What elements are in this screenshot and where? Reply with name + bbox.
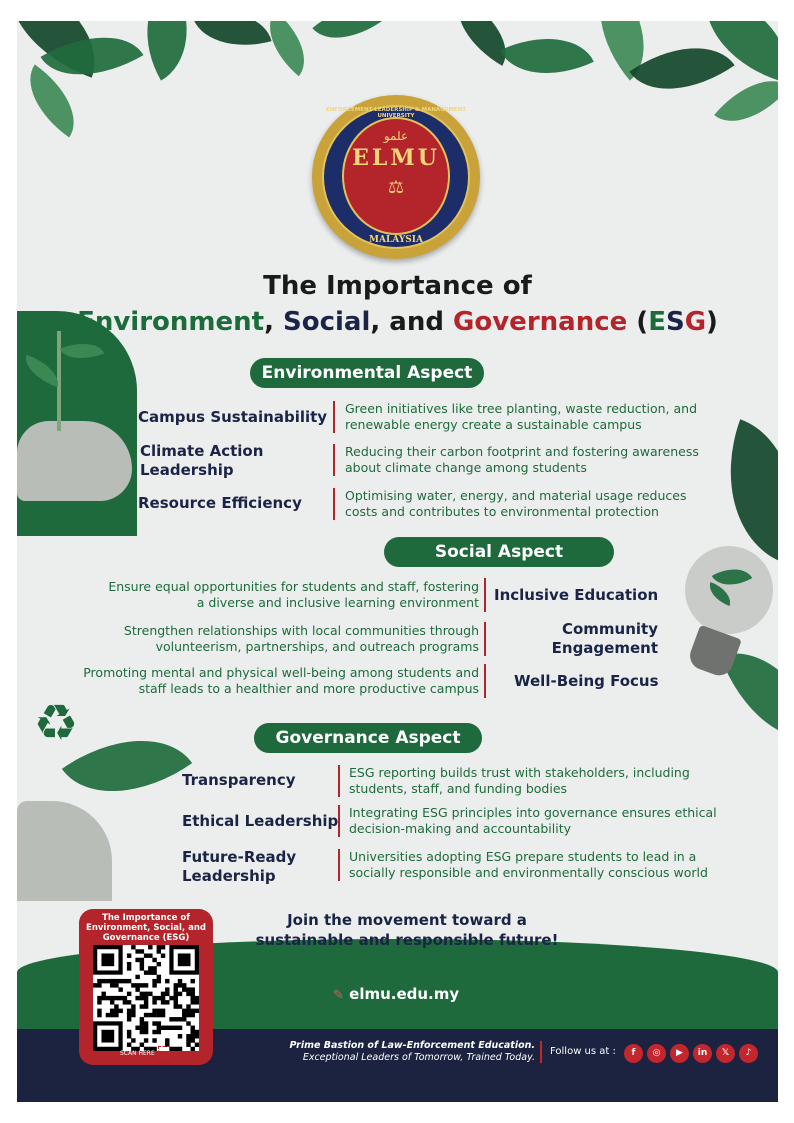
social-heading: Social Aspect [384,537,614,567]
follow-us-label: Follow us at : [550,1046,616,1057]
left-hand-plant-illustration [17,311,137,536]
gov-label-1: Transparency [182,771,296,789]
title-social: Social [283,307,371,337]
qr-heading: The Importance of Environment, Social, and Governance (ESG) [86,913,206,943]
cta-line-1: Join the movement toward a [287,911,527,929]
tiktok-icon[interactable]: ♪ [739,1044,758,1063]
logo-arabic: علمو [383,129,409,143]
instagram-icon[interactable]: ◎ [647,1044,666,1063]
scan-here-label: SCAN HERE [120,1050,155,1057]
cursor-icon: ✎ [333,988,344,1003]
env-label-1: Campus Sustainability [138,408,328,426]
facebook-icon[interactable]: f [624,1044,643,1063]
linkedin-icon[interactable]: in [693,1044,712,1063]
gov-label-3: Future-Ready Leadership [182,848,297,885]
title-e: E [648,307,666,337]
env-desc-2: Reducing their carbon footprint and fostering awareness about climate change among students [345,444,699,475]
logo-country: MALAYSIA [369,235,423,245]
env-desc-3: Optimising water, energy, and material usage reduces costs and contributes to environmental protection [345,488,687,519]
footer-tagline-2: Exceptional Leaders of Tomorrow, Trained Today. [302,1052,535,1063]
light-bulb-icon [685,546,773,634]
hand-leaf-illustration [17,721,187,901]
gov-label-2: Ethical Leadership [182,812,339,830]
website-link[interactable] [333,985,493,1003]
environmental-heading: Environmental Aspect [250,358,484,388]
social-desc-3: Promoting mental and physical well-being among students and staff leads to a healthier and more productive campus [83,665,479,696]
x-icon[interactable]: 𝕏 [716,1044,735,1063]
title-paren-close: ) [706,307,718,337]
scan-frame-icon [158,1046,170,1058]
title-paren-open: ( [627,307,649,337]
youtube-icon[interactable]: ▶ [670,1044,689,1063]
social-desc-2: Strengthen relationships with local communities through volunteerism, partnerships, and outreach programs [123,623,479,654]
title-line-1: The Importance of [263,271,532,301]
logo-name: ELMU [352,145,440,171]
env-desc-1: Green initiatives like tree planting, waste reduction, and renewable energy create a sustainable campus [345,401,698,432]
logo-arc-text: ENFORCEMENT LEADERSHIP & MANAGEMENT UNIVERSITY [325,107,467,119]
social-label-3: Well-Being Focus [514,672,659,690]
footer-tagline-1: Prime Bastion of Law-Enforcement Education. [289,1040,535,1051]
elmu-logo [312,95,480,259]
title-line-2 [17,307,778,337]
env-label-3: Resource Efficiency [138,494,302,512]
title-sep-2: , and [370,307,454,337]
social-label-1: Inclusive Education [494,586,659,604]
website-text: elmu.edu.my [349,985,460,1003]
gov-desc-2: Integrating ESG principles into governance ensures ethical decision-making and accountability [349,805,717,836]
gov-desc-3: Universities adopting ESG prepare students to lead in a socially responsible and environmentally conscious world [349,849,708,880]
social-label-2: Community Engagement [551,620,658,657]
qr-code[interactable] [93,945,199,1051]
esg-poster [17,21,778,1102]
env-label-2: Climate Action Leadership [140,442,264,479]
title-environment: Environment [77,307,265,337]
qr-card [79,909,213,1065]
title-sep-1: , [264,307,283,337]
title-g: G [684,307,707,337]
recycle-icon: ♻ [33,694,79,752]
social-desc-1: Ensure equal opportunities for students and staff, fostering a diverse and inclusive learning environment [108,579,479,610]
governance-heading: Governance Aspect [254,723,482,753]
gov-desc-1: ESG reporting builds trust with stakeholders, including students, staff, and funding bodies [349,765,690,796]
title-s: S [665,307,685,337]
scales-icon: ⚖ [387,177,405,198]
cta-line-2: sustainable and responsible future! [255,931,559,949]
title-governance: Governance [453,307,628,337]
